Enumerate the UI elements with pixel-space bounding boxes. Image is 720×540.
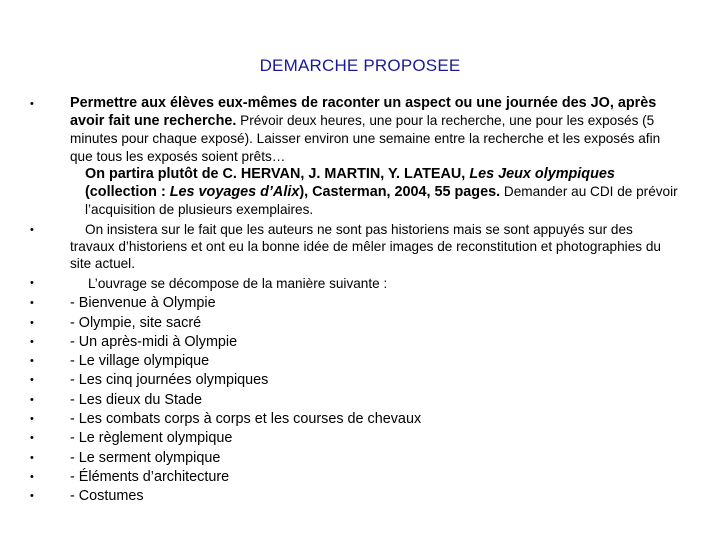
chapter-item — [30, 410, 680, 429]
chapter-text: - Éléments d’architecture — [70, 468, 230, 485]
chapter-item — [30, 352, 680, 371]
bullet-icon: • — [30, 297, 34, 310]
chapter-text: - Le village olympique — [70, 353, 210, 370]
chapter-item — [30, 429, 680, 448]
bullet-icon: • — [30, 374, 34, 387]
chapter-item — [30, 487, 680, 506]
book-reference — [70, 166, 680, 219]
structure-text: L’ouvrage se décompose de la manière suivante : — [88, 276, 388, 291]
bullet-icon: • — [30, 393, 34, 406]
chapter-text: - Bienvenue à Olympie — [70, 295, 216, 312]
bullet-icon: • — [30, 98, 34, 110]
chapter-item — [30, 314, 680, 333]
book-collection-prefix: (collection : — [85, 184, 170, 200]
intro-rest: Prévoir deux heures, une pour la recherche, une pour les exposés (5 minutes pour chaque exposé). Laisser environ une semaine entre la recherche et les exposés afin que tous les exposés soient prêts… — [70, 113, 661, 164]
chapter-text: - Un après-midi à Olympie — [70, 333, 238, 350]
intro-text — [70, 95, 680, 166]
bullet-icon: • — [30, 432, 34, 445]
bullet-icon: • — [30, 470, 34, 483]
book-title: Les Jeux olympiques — [469, 166, 615, 182]
bullet-icon: • — [30, 490, 34, 503]
chapter-text: - Costumes — [70, 488, 144, 505]
chapter-item — [30, 294, 680, 313]
bullet-icon: • — [30, 224, 34, 236]
bullet-icon: • — [30, 335, 34, 348]
intro-bold: Permettre aux élèves eux-mêmes de raconter un aspect ou une journée des JO, après avoir fait une recherche. — [70, 95, 657, 129]
chapter-item — [30, 391, 680, 410]
bullet-icon: • — [30, 316, 34, 329]
chapter-text: - Les dieux du Stade — [70, 391, 203, 408]
historians-text: On insistera sur le fait que les auteurs ne sont pas historiens mais se sont appuyés sur des travaux d’historiens et ont eu la bonne idée de mêler images de reconstitution et photographies du site actuel. — [70, 222, 661, 271]
bullet-icon: • — [30, 413, 34, 426]
chapter-item — [30, 468, 680, 487]
chapter-text: - Le règlement olympique — [70, 430, 233, 447]
chapter-text: - Olympie, site sacré — [70, 314, 202, 331]
book-collection: Les voyages d’Alix — [169, 184, 300, 200]
chapter-text: - Le serment olympique — [70, 449, 221, 466]
list-item-intro — [30, 95, 680, 219]
chapter-text: - Les cinq journées olympiques — [70, 372, 269, 389]
book-publisher: ), Casterman, 2004, 55 pages. — [299, 184, 501, 200]
chapter-text: - Les combats corps à corps et les courses de chevaux — [70, 411, 422, 428]
chapter-item — [30, 449, 680, 468]
slide-title: DEMARCHE PROPOSEE — [259, 56, 461, 75]
list-item-historians — [30, 221, 680, 272]
bullet-icon: • — [30, 355, 34, 368]
chapter-item — [30, 371, 680, 390]
chapter-item — [30, 333, 680, 352]
bullet-list — [30, 95, 680, 507]
bullet-icon: • — [30, 277, 34, 289]
list-item-structure — [30, 274, 680, 294]
book-authors: On partira plutôt de C. HERVAN, J. MARTIN, Y. LATEAU, — [85, 166, 470, 182]
bullet-icon: • — [30, 451, 34, 464]
book-note: Demander au CDI de prévoir l’acquisition de plusieurs exemplaires. — [85, 184, 678, 217]
